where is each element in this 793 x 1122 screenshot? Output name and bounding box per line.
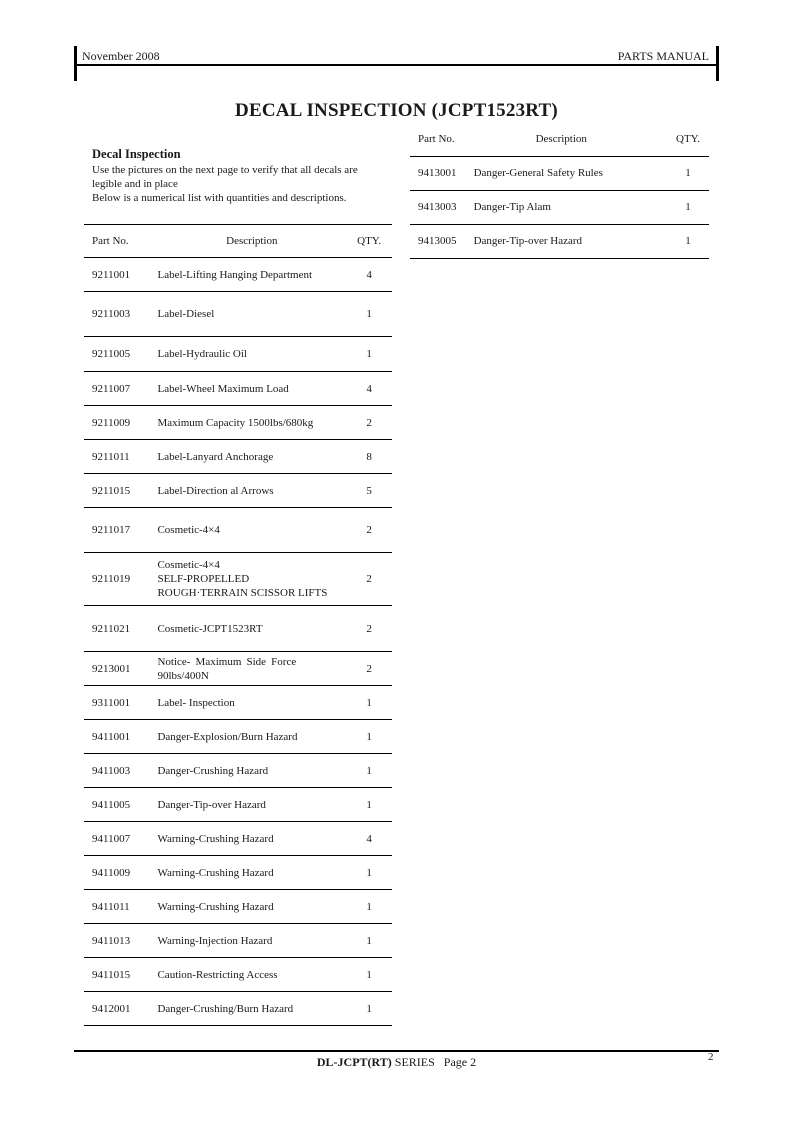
quantity: 2 bbox=[366, 573, 372, 585]
column-header-qty: QTY. bbox=[357, 235, 382, 247]
table-row bbox=[84, 856, 392, 890]
table-header-row bbox=[410, 122, 709, 156]
description: Label-Wheel Maximum Load bbox=[157, 382, 289, 395]
table-row bbox=[84, 992, 392, 1026]
part-number: 9211017 bbox=[92, 524, 131, 536]
part-number: 9413005 bbox=[418, 235, 457, 247]
description-line: ROUGH·TERRAIN SCISSOR LIFTS bbox=[157, 587, 328, 599]
header-rule bbox=[74, 64, 719, 66]
quantity: 1 bbox=[366, 866, 372, 879]
quantity: 1 bbox=[685, 201, 691, 213]
intro-line-2: legible and in place bbox=[92, 178, 178, 190]
quantity: 1 bbox=[366, 900, 372, 913]
table-row bbox=[84, 508, 392, 553]
description: Danger-Crushing/Burn Hazard bbox=[157, 1002, 294, 1015]
part-number: 9411011 bbox=[92, 900, 130, 913]
description: Warning-Injection Hazard bbox=[157, 934, 273, 947]
quantity: 2 bbox=[366, 416, 372, 429]
decal-table-left bbox=[84, 224, 392, 1026]
description: Maximum Capacity 1500lbs/680kg bbox=[157, 416, 314, 429]
quantity: 2 bbox=[366, 662, 372, 675]
quantity: 1 bbox=[366, 968, 372, 981]
part-number: 9413001 bbox=[418, 167, 457, 179]
description: Cosmetic-JCPT1523RT bbox=[157, 622, 263, 635]
description: Label- Inspection bbox=[157, 696, 235, 709]
footer-page-number: 2 bbox=[708, 1051, 714, 1063]
quantity: 2 bbox=[366, 524, 372, 536]
part-number: 9411009 bbox=[92, 866, 131, 879]
part-number: 9411013 bbox=[92, 934, 131, 947]
footer-series: DL-JCPT(RT) bbox=[316, 1055, 392, 1069]
quantity: 1 bbox=[366, 798, 372, 811]
description: Label-Direction al Arrows bbox=[157, 484, 274, 497]
quantity: 5 bbox=[366, 484, 372, 497]
part-number: 9411001 bbox=[92, 730, 131, 743]
table-row bbox=[84, 890, 392, 924]
table-row bbox=[84, 958, 392, 992]
table-row bbox=[84, 652, 392, 686]
table-row bbox=[410, 156, 709, 190]
quantity: 1 bbox=[366, 1002, 372, 1015]
table-row bbox=[84, 440, 392, 474]
header-manual-title: PARTS MANUAL bbox=[617, 49, 709, 63]
quantity: 4 bbox=[366, 832, 372, 845]
part-number: 9211009 bbox=[92, 416, 131, 429]
table-row bbox=[84, 406, 392, 440]
quantity: 1 bbox=[366, 934, 372, 947]
quantity: 8 bbox=[366, 450, 372, 463]
table-row bbox=[84, 258, 392, 292]
intro-line-3: Below is a numerical list with quantities and descriptions. bbox=[92, 192, 347, 204]
description: Danger-General Safety Rules bbox=[473, 167, 603, 179]
footer-text bbox=[0, 1055, 793, 1070]
table-row bbox=[84, 553, 392, 606]
part-number: 9211015 bbox=[92, 484, 131, 497]
table-row bbox=[410, 224, 709, 258]
footer-series-suffix: SERIES bbox=[391, 1055, 435, 1069]
description: Danger-Tip-over Hazard bbox=[157, 798, 266, 811]
part-number: 9211001 bbox=[92, 268, 131, 281]
description: Label-Hydraulic Oil bbox=[157, 348, 247, 360]
part-number: 9413003 bbox=[418, 201, 457, 213]
description: Danger-Crushing Hazard bbox=[157, 764, 269, 777]
table-row bbox=[84, 372, 392, 406]
footer-rule bbox=[74, 1050, 719, 1052]
table-row bbox=[84, 337, 392, 372]
description: Label-Diesel bbox=[157, 308, 215, 320]
part-number: 9213001 bbox=[92, 662, 131, 675]
quantity: 1 bbox=[685, 235, 691, 247]
quantity: 4 bbox=[366, 268, 372, 281]
quantity: 1 bbox=[366, 308, 372, 320]
column-header-description: Description bbox=[535, 132, 587, 145]
quantity: 1 bbox=[366, 730, 372, 743]
description bbox=[157, 553, 346, 606]
header-date: November 2008 bbox=[82, 49, 160, 63]
table-row bbox=[84, 924, 392, 958]
table-row bbox=[84, 822, 392, 856]
table-row bbox=[84, 788, 392, 822]
table-row bbox=[84, 754, 392, 788]
table-row bbox=[84, 474, 392, 508]
part-number: 9211019 bbox=[92, 573, 131, 585]
description-line: Cosmetic-4×4 bbox=[157, 559, 220, 571]
quantity: 1 bbox=[685, 167, 691, 179]
quantity: 1 bbox=[366, 764, 372, 777]
table-row bbox=[84, 292, 392, 337]
table-row bbox=[84, 720, 392, 754]
description: Label-Lanyard Anchorage bbox=[157, 450, 274, 463]
description-line: SELF-PROPELLED bbox=[157, 573, 250, 585]
description: Warning-Crushing Hazard bbox=[157, 866, 274, 879]
part-number: 9211011 bbox=[92, 450, 130, 463]
part-number: 9211021 bbox=[92, 622, 131, 635]
quantity: 2 bbox=[366, 622, 372, 635]
part-number: 9311001 bbox=[92, 696, 131, 709]
table-row bbox=[410, 190, 709, 224]
decal-table-right bbox=[410, 122, 709, 259]
description bbox=[157, 652, 346, 686]
part-number: 9411015 bbox=[92, 968, 131, 981]
column-header-qty: QTY. bbox=[676, 132, 700, 145]
part-number: 9211005 bbox=[92, 348, 131, 360]
part-number: 9411007 bbox=[92, 832, 131, 845]
description: Danger-Tip-over Hazard bbox=[473, 235, 583, 247]
description: Warning-Crushing Hazard bbox=[157, 900, 274, 913]
intro-heading: Decal Inspection bbox=[92, 147, 181, 161]
page-title: DECAL INSPECTION (JCPT1523RT) bbox=[235, 100, 558, 121]
quantity: 1 bbox=[366, 696, 372, 709]
description: Danger-Explosion/Burn Hazard bbox=[157, 730, 298, 743]
description-line: 90lbs/400N bbox=[157, 669, 209, 682]
table-row bbox=[84, 686, 392, 720]
intro-block bbox=[92, 147, 392, 205]
description: Warning-Crushing Hazard bbox=[157, 832, 274, 845]
quantity: 4 bbox=[366, 382, 372, 395]
part-number: 9411003 bbox=[92, 764, 131, 777]
part-number: 9211007 bbox=[92, 382, 131, 395]
column-header-part: Part No. bbox=[92, 235, 129, 247]
description: Label-Lifting Hanging Department bbox=[157, 268, 313, 281]
table-header-row bbox=[84, 225, 392, 258]
column-header-description: Description bbox=[226, 235, 278, 247]
column-header-part: Part No. bbox=[418, 132, 455, 145]
intro-line-1: Use the pictures on the next page to verify that all decals are bbox=[92, 164, 358, 176]
description: Cosmetic-4×4 bbox=[157, 524, 220, 536]
description: Caution-Restricting Access bbox=[157, 968, 278, 981]
part-number: 9411005 bbox=[92, 798, 131, 811]
quantity: 1 bbox=[366, 348, 372, 360]
part-number: 9412001 bbox=[92, 1002, 131, 1015]
description-line: Notice- Maximum Side Force bbox=[157, 655, 297, 668]
footer-page-label: Page 2 bbox=[443, 1055, 477, 1069]
part-number: 9211003 bbox=[92, 308, 131, 320]
description: Danger-Tip Alam bbox=[473, 201, 551, 213]
table-row bbox=[84, 606, 392, 652]
